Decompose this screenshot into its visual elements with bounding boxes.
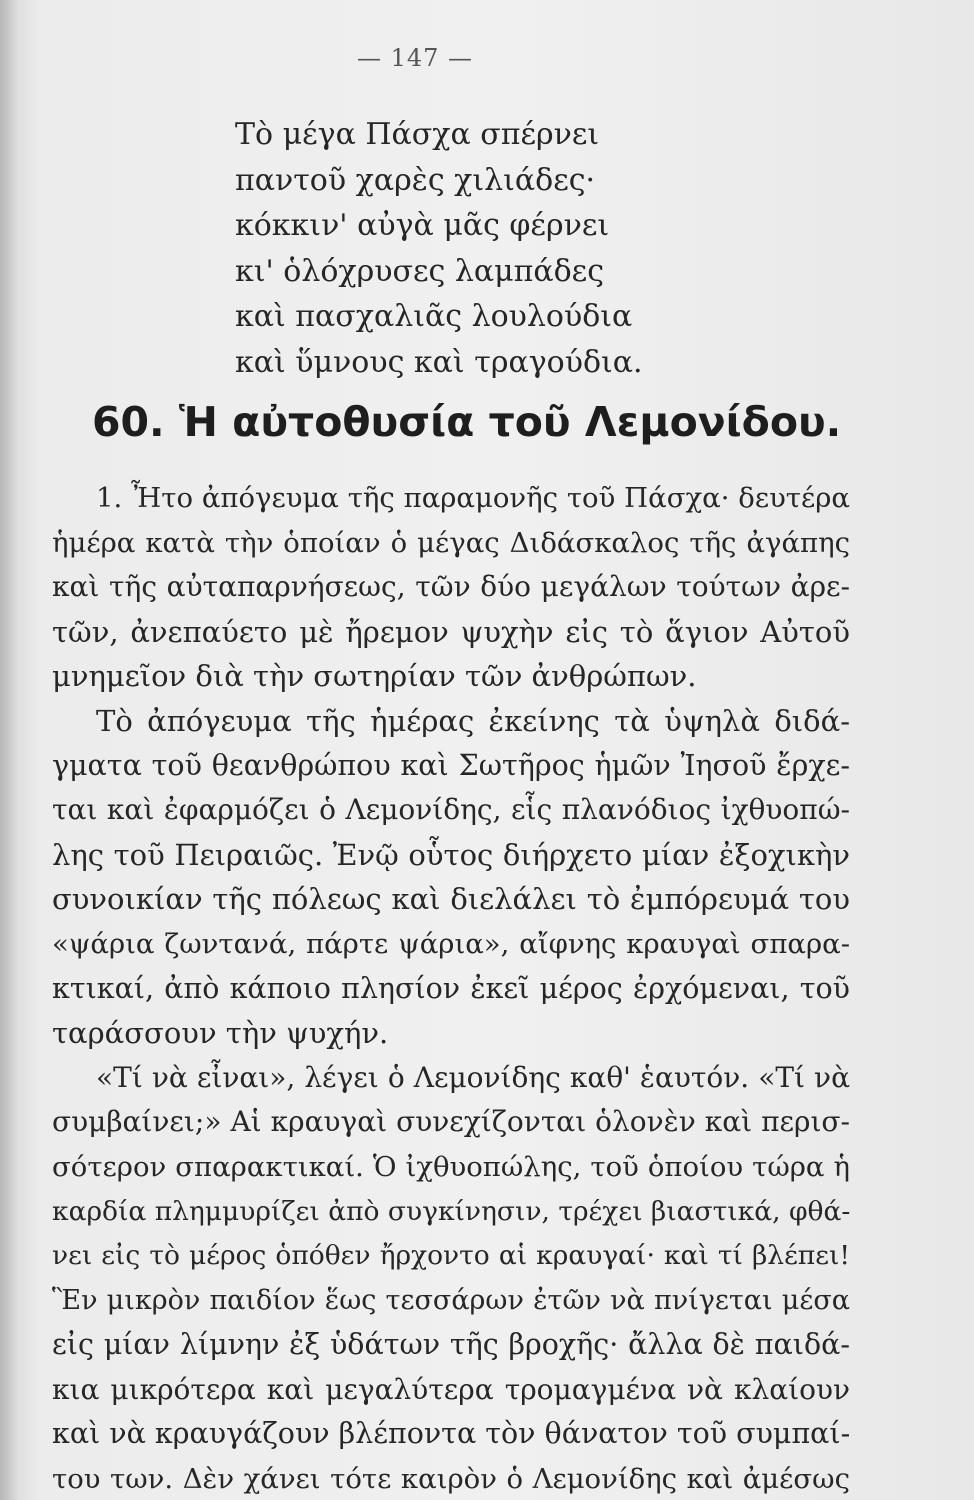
text-line: συμβαίνει;» Αἱ κραυγαὶ συνεχίζονται ὁλονὲν καὶ περισ- [52, 1105, 850, 1139]
text-line: ταράσσουν τὴν ψυχήν. [52, 1016, 389, 1051]
text-line: Τὸ ἀπόγευμα τῆς ἡμέρας ἐκείνης τὰ ὑψηλὰ διδά- [96, 703, 850, 738]
poem [235, 112, 755, 385]
poem-line: κόκκιν' αὐγὰ μᾶς φέρνει [235, 208, 610, 243]
text-line: γματα τοῦ θεανθρώπου καὶ Σωτῆρος ἡμῶν Ἰησοῦ ἔρχε- [52, 748, 850, 782]
text-line: «Τί νὰ εἶναι», λέγει ὁ Λεμονίδης καθ' ἑαυτόν. «Τί νὰ [96, 1060, 850, 1094]
page-number: — 147 — [356, 44, 474, 72]
text-line: του των. Δὲν χάνει τότε καιρὸν ὁ Λεμονίδης καὶ ἀμέσως [52, 1463, 850, 1496]
text-line: συνοικίαν τῆς πόλεως καὶ διελάλει τὸ ἐμπόρευμά του [52, 882, 850, 917]
text-line: καρδία πλημμυρίζει ἀπὸ συγκίνησιν, τρέχει βιαστικά, φθά- [52, 1195, 850, 1227]
text-line: καὶ τῆς αὐταπαρνήσεως, τῶν δύο μεγάλων τούτων ἀρε- [52, 570, 850, 604]
text-line: καὶ νὰ κραυγάζουν βλέποντα τὸν θάνατον τοῦ συμπαί- [52, 1417, 850, 1451]
text-line: νει εἰς τὸ μέρος ὁπόθεν ἤρχοντο αἱ κραυγαί· καὶ τί βλέπει! [52, 1240, 850, 1272]
page-gutter-shadow [0, 0, 18, 1500]
text-line: ἡμέρα κατὰ τὴν ὁποίαν ὁ μέγας Διδάσκαλος τῆς ἀγάπης [52, 526, 850, 559]
text-line: μνημεῖον διὰ τὴν σωτηρίαν τῶν ἀνθρώπων. [52, 659, 697, 694]
text-line: 1. Ἦτο ἀπόγευμα τῆς παραμονῆς τοῦ Πάσχα· δευτέρα [96, 482, 850, 514]
text-line: κια μικρότερα καὶ μεγαλύτερα τρομαγμένα νὰ κλαίουν [52, 1372, 850, 1406]
text-line: σότερον σπαρακτικαί. Ὁ ἰχθυοπώλης, τοῦ ὁποίου τώρα ἡ [52, 1150, 850, 1183]
poem-line: κι' ὁλόχρυσες λαμπάδες [235, 253, 604, 289]
paragraph-1 [52, 476, 850, 699]
text-line: λης τοῦ Πειραιῶς. Ἐνῷ οὗτος διήρχετο μίαν ἐξοχικὴν [52, 837, 850, 872]
poem-line: καὶ πασχαλιᾶς λουλούδια [235, 299, 633, 334]
paragraph-2 [52, 699, 850, 1056]
section-title: 60. Ἡ αὐτοθυσία τοῦ Λεμονίδου. [92, 398, 842, 446]
paragraph-3 [52, 1056, 850, 1500]
poem-line: Τὸ μέγα Πάσχα σπέρνει [235, 117, 600, 152]
body-text [52, 476, 850, 1500]
text-line: Ἓν μικρὸν παιδίον ἕως τεσσάρων ἐτῶν νὰ πνίγεται μέσα [52, 1284, 850, 1316]
text-line: «ψάρια ζωντανά, πάρτε ψάρια», αἴφνης κραυγαὶ σπαρα- [52, 927, 850, 960]
poem-line: παντοῦ χαρὲς χιλιάδες· [235, 162, 596, 198]
text-line: κτικαί, ἀπὸ κάποιο πλησίον ἐκεῖ μέρος ἐρχόμεναι, τοῦ [52, 971, 850, 1005]
poem-line: καὶ ὕμνους καὶ τραγούδια. [235, 344, 643, 380]
text-line: τῶν, ἀνεπαύετο μὲ ἤρεμον ψυχὴν εἰς τὸ ἅγιον Αὐτοῦ [52, 614, 850, 649]
text-line: ται καὶ ἐφαρμόζει ὁ Λεμονίδης, εἷς πλανόδιος ἰχθυοπώ- [52, 793, 850, 827]
text-line: εἰς μίαν λίμνην ἐξ ὑδάτων τῆς βροχῆς· ἄλλα δὲ παιδά- [52, 1328, 850, 1362]
